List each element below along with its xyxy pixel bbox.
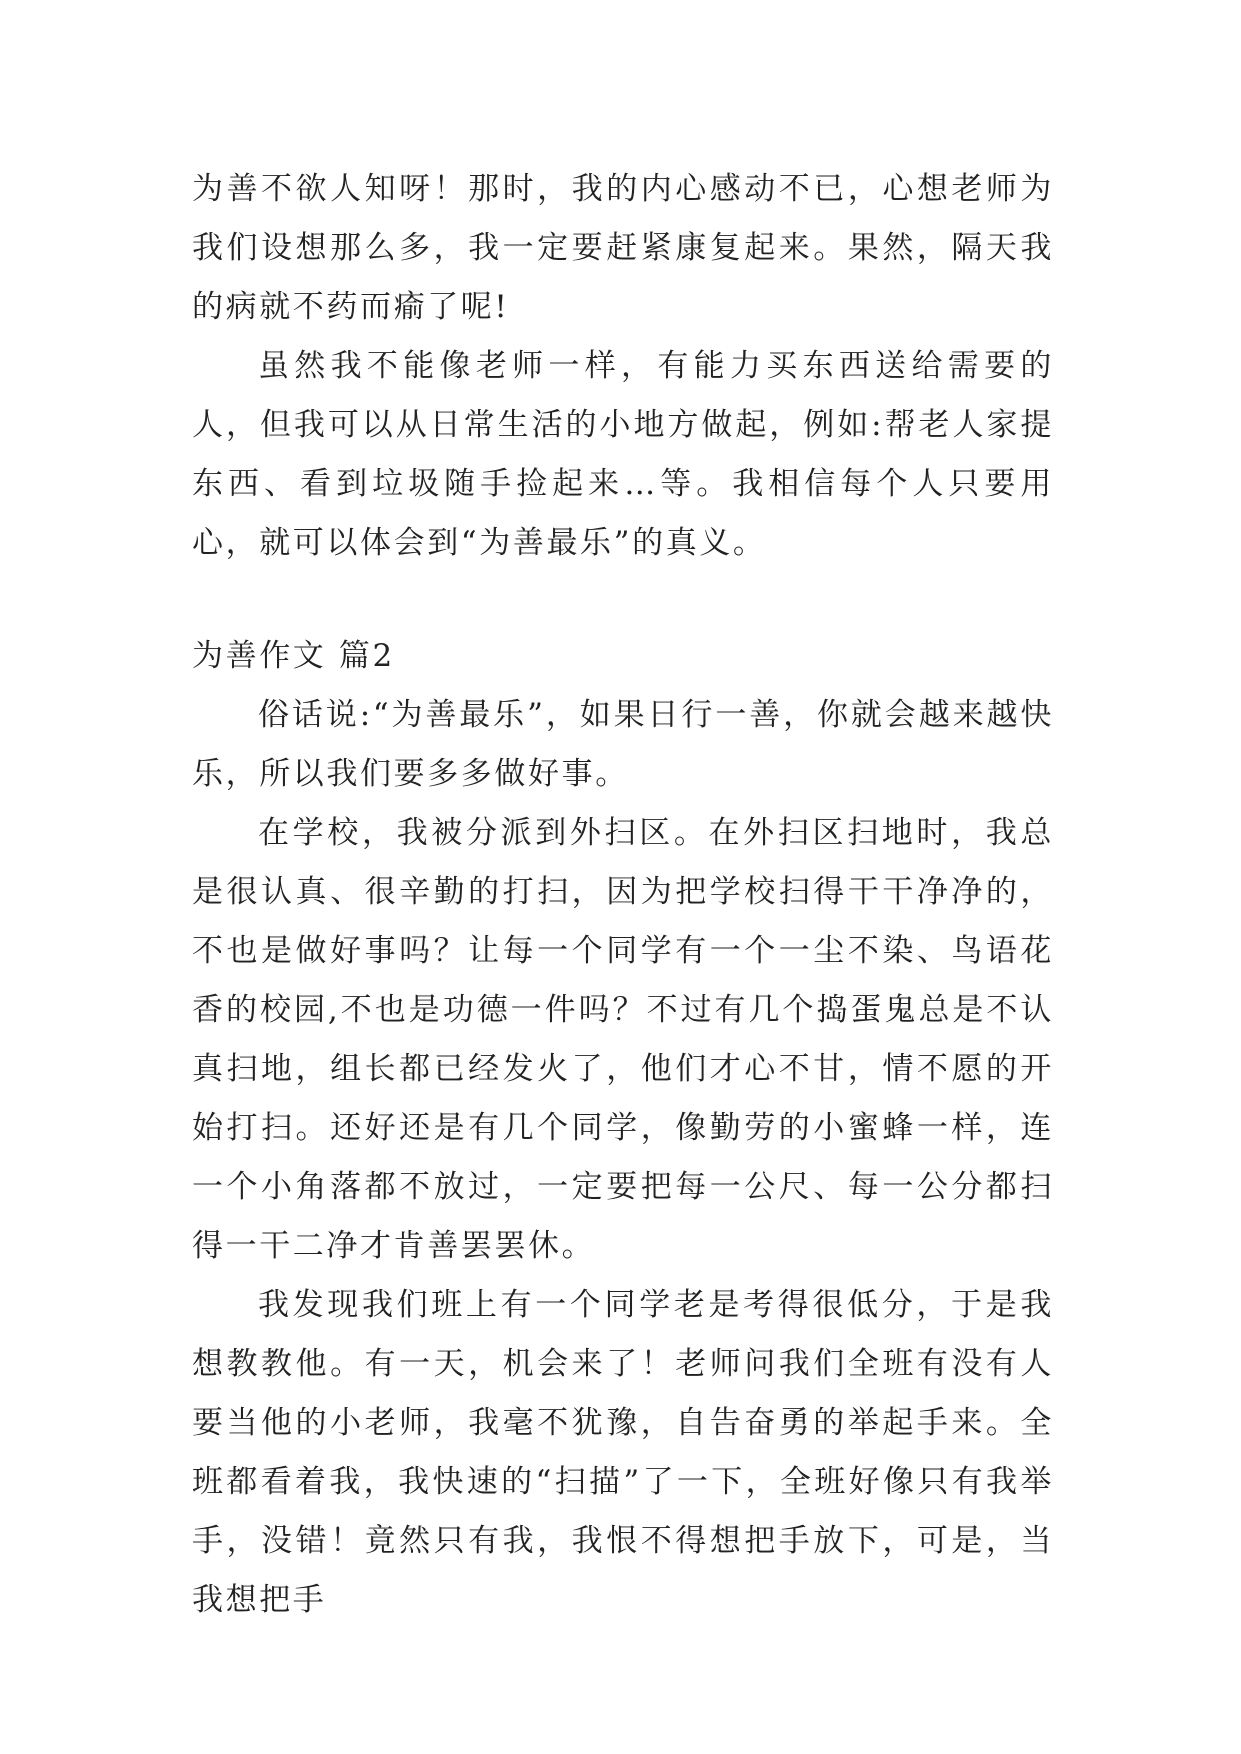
section-spacer	[192, 573, 1054, 627]
paragraph: 虽然我不能像老师一样，有能力买东西送给需要的人，但我可以从日常生活的小地方做起，例如:帮老人家提东西、看到垃圾随手捡起来…等。我相信每个人只要用心，就可以体会到“为善最乐”的真义。	[192, 348, 1054, 561]
document-body	[192, 160, 1054, 1630]
paragraph: 在学校，我被分派到外扫区。在外扫区扫地时，我总是很认真、很辛勤的打扫，因为把学校扫得干干净净的，不也是做好事吗？让每一个同学有一个一尘不染、鸟语花香的校园,不也是功德一件吗？不过有几个捣蛋鬼总是不认真扫地，组长都已经发火了，他们才心不甘，情不愿的开始打扫。还好还是有几个同学，像勤劳的小蜜蜂一样，连一个小角落都不放过，一定要把每一公尺、每一公分都扫得一干二净才肯善罢罢休。	[192, 815, 1054, 1264]
paragraph-continuation: 为善不欲人知呀！那时，我的内心感动不已，心想老师为我们设想那么多，我一定要赶紧康复起来。果然，隔天我的病就不药而瘉了呢!	[192, 171, 1054, 325]
section-heading: 为善作文 篇2	[192, 638, 395, 674]
paragraph: 俗话说:“为善最乐”，如果日行一善，你就会越来越快乐，所以我们要多多做好事。	[192, 697, 1054, 792]
paragraph: 我发现我们班上有一个同学老是考得很低分，于是我想教教他。有一天，机会来了！老师问我们全班有没有人要当他的小老师，我毫不犹豫，自告奋勇的举起手来。全班都看着我，我快速的“扫描”了一下，全班好像只有我举手，没错！竟然只有我，我恨不得想把手放下，可是，当我想把手	[192, 1287, 1054, 1618]
